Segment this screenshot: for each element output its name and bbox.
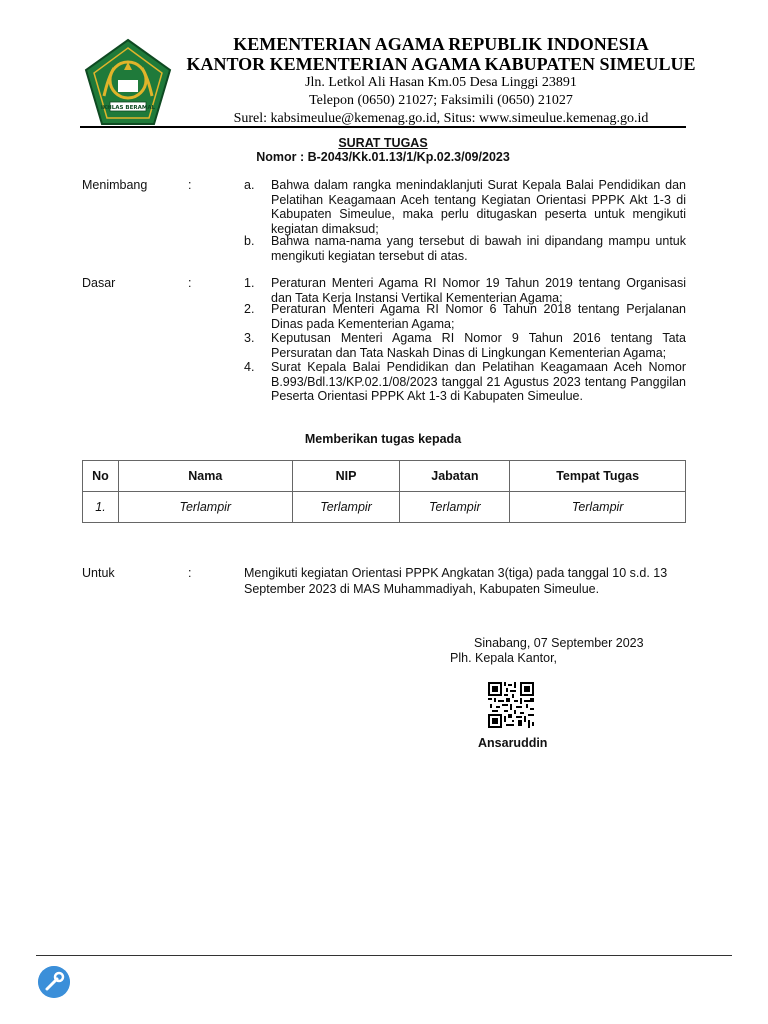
menimbang-item-b	[244, 234, 686, 263]
dasar-item-1	[244, 276, 686, 305]
letterhead-phone: Telepon (0650) 21027; Faksimili (0650) 21027	[309, 93, 573, 108]
item-marker: 1.	[244, 276, 255, 290]
letter-number: Nomor : B-2043/Kk.01.13/1/Kp.02.3/09/2023	[256, 150, 510, 164]
item-text: Keputusan Menteri Agama RI Nomor 9 Tahun 2016 tentang Tata Persuratan dan Tata Naskah Dinas di Lingkungan Kementerian Agama;	[271, 331, 686, 360]
footer-divider	[36, 955, 732, 956]
cell-no: 1.	[83, 492, 119, 523]
letterhead-address: Jln. Letkol Ali Hasan Km.05 Desa Linggi 23891	[305, 75, 577, 90]
document-viewer-icon[interactable]	[38, 966, 70, 998]
untuk-text: Mengikuti kegiatan Orientasi PPPK Angkatan 3(tiga) pada tanggal 10 s.d. 13 September 2023 di MAS Muhammadiyah, Kabupaten Simeulue.	[244, 566, 668, 596]
col-header-jabatan: Jabatan	[400, 461, 510, 492]
untuk-colon: :	[188, 566, 192, 580]
cell-nama: Terlampir	[118, 492, 292, 523]
letterhead-contact: Surel: kabsimeulue@kemenag.go.id, Situs: www.simeulue.kemenag.go.id	[233, 111, 649, 126]
dasar-colon: :	[188, 276, 192, 290]
item-text: Peraturan Menteri Agama RI Nomor 6 Tahun 2018 tentang Perjalanan Dinas pada Kementerian Agama;	[271, 302, 686, 331]
table-header-row	[83, 461, 686, 492]
letter-title: SURAT TUGAS	[338, 136, 428, 150]
col-header-nama: Nama	[118, 461, 292, 492]
letterhead-divider	[80, 126, 686, 128]
cell-tempat-tugas: Terlampir	[510, 492, 686, 523]
signatory-name: Ansaruddin	[478, 736, 548, 750]
menimbang-colon: :	[188, 178, 192, 192]
letterhead-office: KANTOR KEMENTERIAN AGAMA KABUPATEN SIMEULUE	[186, 54, 696, 74]
item-text: Bahwa nama-nama yang tersebut di bawah ini dipandang mampu untuk mengikuti kegiatan tersebut di atas.	[271, 234, 686, 263]
item-text: Surat Kepala Balai Pendidikan dan Pelatihan Keagamaan Aceh Nomor B.993/Bdl.13/KP.02.1/08/2023 tanggal 21 Agustus 2023 tentang Panggilan Peserta Orientasi PPPK Akt 1-3 di Kabupaten Simeulue.	[271, 360, 686, 404]
item-text: Peraturan Menteri Agama RI Nomor 19 Tahun 2019 tentang Organisasi dan Tata Kerja Instansi Vertikal Kementerian Agama;	[271, 276, 686, 305]
item-marker: b.	[244, 234, 255, 248]
col-header-tempat-tugas: Tempat Tugas	[510, 461, 686, 492]
letterhead	[180, 34, 702, 128]
kemenag-logo	[80, 38, 176, 128]
letterhead-ministry: KEMENTERIAN AGAMA REPUBLIK INDONESIA	[233, 34, 649, 54]
menimbang-item-a	[244, 178, 686, 236]
dasar-item-3	[244, 331, 686, 360]
cell-jabatan: Terlampir	[400, 492, 510, 523]
col-header-nip: NIP	[292, 461, 400, 492]
table-row	[83, 492, 686, 523]
item-marker: 2.	[244, 302, 255, 316]
cell-nip: Terlampir	[292, 492, 400, 523]
assignment-heading: Memberikan tugas kepada	[304, 432, 462, 446]
signature-place-date: Sinabang, 07 September 2023	[474, 636, 644, 650]
assignee-table	[82, 460, 686, 523]
item-marker: 4.	[244, 360, 255, 374]
dasar-item-4	[244, 360, 686, 404]
item-text: Bahwa dalam rangka menindaklanjuti Surat Kepala Balai Pendidikan dan Pelatihan Keagamaan Aceh tentang Kegiatan Orientasi PPPK Akt 1-3 di Kabupaten Simeulue, maka perlu ditugaskan peserta untuk mengikuti kegiatan dimaksud;	[271, 178, 686, 236]
dasar-item-2	[244, 302, 686, 331]
qr-code-signature	[488, 682, 534, 728]
logo-motto: IKHLAS BERAMAL	[100, 105, 156, 111]
item-marker: 3.	[244, 331, 255, 345]
signature-position: Plh. Kepala Kantor,	[450, 651, 558, 665]
item-marker: a.	[244, 178, 255, 192]
dasar-label: Dasar	[82, 276, 116, 290]
col-header-no: No	[83, 461, 119, 492]
untuk-label: Untuk	[82, 566, 115, 580]
menimbang-label: Menimbang	[82, 178, 148, 192]
